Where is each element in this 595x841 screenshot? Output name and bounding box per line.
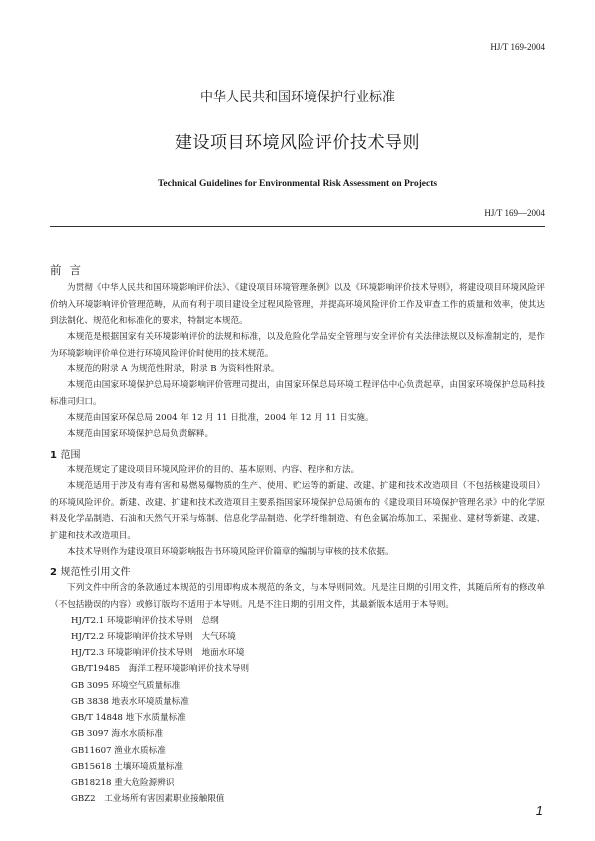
section-title: 范围 [60,450,81,461]
issuing-organization: 中华人民共和国环境保护行业标准 [199,90,395,105]
scope-paragraph: 本规范适用于涉及有毒有害和易燃易爆物质的生产、使用、贮运等的新建、改建、扩建和技术改造项目（不包括核建设项目）的环境风险评价。新建、改建、扩建和技术改造项目主要系指国家环境保护总局颁布的《建设项目环境保护管理名录》中的化学原料及化学品制造、石油和天然气开采与炼制、信息化学品制造、化学纤维制造、有色金属冶炼加工、采掘业、建材等新建、改建、扩建和技术改造项目。 [50,481,545,541]
foreword-paragraph: 本规范由国家环境保护总局负责解释。 [67,429,214,439]
section-title: 规范性引用文件 [60,567,131,578]
reference-item: GBZ2 工业场所有害因素职业接触限值 [71,794,225,804]
foreword-heading: 前言 [50,263,89,277]
section-number: 1 [50,450,57,461]
standard-code-top: HJ/T 169-2004 [490,42,545,52]
header-divider [50,226,545,227]
reference-item: GB 3838 地表水环境质量标准 [71,697,189,707]
reference-item: GB/T19485 海洋工程环境影响评价技术导则 [71,664,250,674]
section-2-heading [50,563,130,578]
foreword-paragraph: 本规范是根据国家有关环境影响评价的法规和标准，以及危险化学品安全管理与安全评价有关法律法规以及标准制定的，是作为环境影响评价单位进行环境风险评价时使用的技术规范。 [50,332,545,359]
page-number: 1 [535,803,543,818]
reference-item: GB18218 重大危险源辨识 [71,778,175,788]
document-title-chinese: 建设项目环境风险评价技术导则 [175,133,420,153]
standard-code: HJ/T 169—2004 [484,208,545,218]
scope-paragraph: 本技术导则作为建设项目环境影响报告书环境风险评价篇章的编制与审核的技术依据。 [67,547,394,557]
reference-item: GB11607 渔业水质标准 [71,746,166,756]
reference-item: GB 3095 环境空气质量标准 [71,681,181,691]
reference-item: HJ/T2.2 环境影响评价技术导则 大气环境 [71,632,236,642]
reference-item: GB15618 土壤环境质量标准 [71,762,184,772]
reference-item: GB/T 14848 地下水质量标准 [71,713,186,723]
document-title-english: Technical Guidelines for Environmental Risk Assessment on Projects [157,179,438,189]
references-intro-paragraph: 下列文件中所含的条款通过本规范的引用即构成本规范的条文，与本导则同效。凡是注日期的引用文件，其随后所有的修改单（不包括勘误的内容）或修订版均不适用于本导则。凡是不注日期的引用文件，其最新版本适用于本导则。 [50,583,545,610]
foreword-paragraph: 本规范由国家环境保护总局环境影响评价管理司提出，由国家环保总局环境工程评估中心负责起草，由国家环境保护总局科技标准司归口。 [50,380,545,407]
reference-item: HJ/T2.1 环境影响评价技术导则 总纲 [71,616,219,626]
foreword-paragraph: 为贯彻《中华人民共和国环境影响评价法》、《建设项目环境管理条例》以及《环境影响评价技术导则》，将建设项目环境风险评价纳入环境影响评价管理范畴，从而有利于项目建设全过程风险管理，并提高环境风险评价工作及审查工作的质量和效率，使其达到法制化、规范化和标准化的要求，特制定本规范。 [50,283,545,326]
section-1-heading [50,446,80,461]
foreword-paragraph: 本规范的附录 A 为规范性附录，附录 B 为资料性附录。 [67,364,280,374]
foreword-paragraph: 本规范由国家环保总局 2004 年 12 月 11 日批准，2004 年 12 月 11 日实施。 [67,413,374,423]
scope-paragraph: 本规范规定了建设项目环境风险评价的目的、基本原则、内容、程序和方法。 [67,465,360,475]
reference-item: GB 3097 海水水质标准 [71,729,164,739]
reference-item: HJ/T2.3 环境影响评价技术导则 地面水环境 [71,648,245,658]
section-number: 2 [50,567,57,578]
